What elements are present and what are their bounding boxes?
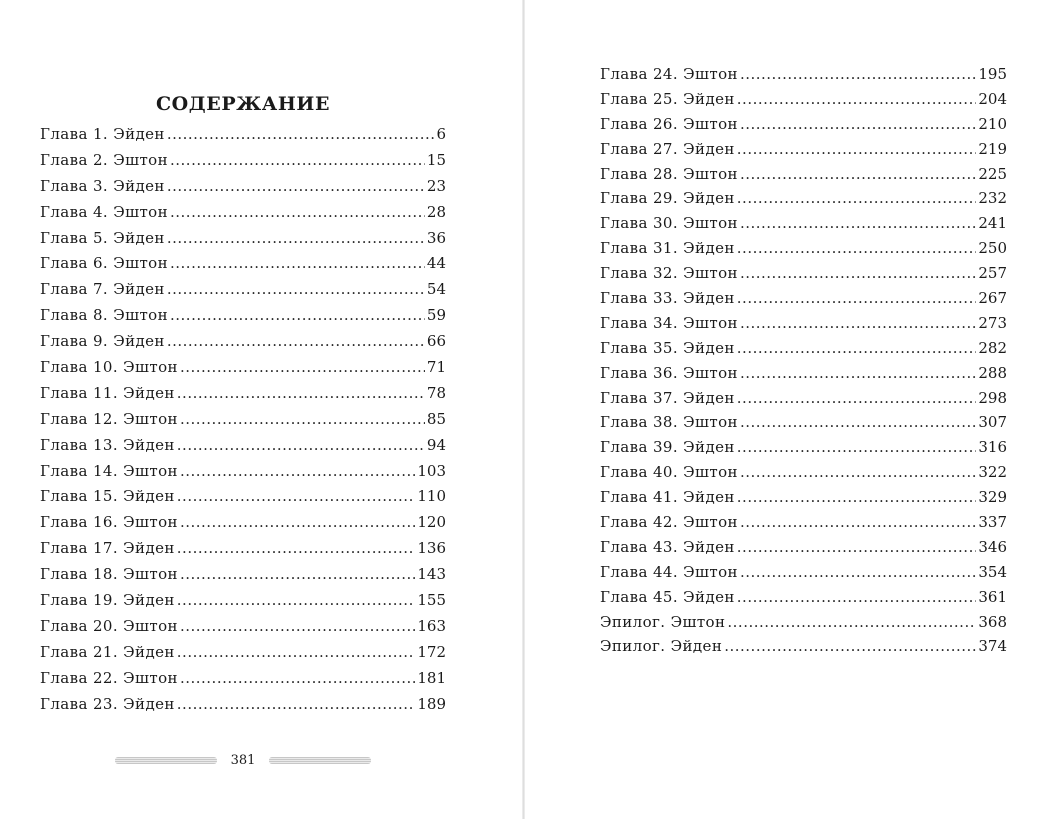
dot-leader: [740, 565, 976, 580]
dot-leader: [167, 231, 425, 246]
toc-entry: [600, 590, 1007, 615]
dot-leader: [180, 619, 415, 634]
page-ref: 232: [978, 191, 1007, 208]
dot-leader: [724, 639, 976, 654]
chapter-title: Глава 30. Эштон: [600, 216, 738, 233]
chapter-title: Глава 26. Эштон: [600, 116, 738, 133]
page-ref: 322: [978, 465, 1007, 482]
page-ref: 136: [417, 541, 446, 558]
toc-entry: [600, 639, 1007, 664]
page-footer: [112, 750, 374, 770]
toc-entry: [40, 127, 446, 153]
toc-entry: [600, 440, 1007, 465]
page-ref: 103: [417, 463, 446, 480]
dot-leader: [737, 391, 977, 406]
toc-entry: [40, 334, 446, 360]
toc-entry: [40, 205, 446, 231]
page-ref: 337: [978, 515, 1007, 532]
page-ref: 44: [426, 256, 446, 273]
page-ref: 288: [978, 365, 1007, 382]
dot-leader: [180, 567, 415, 582]
toc-entry: [40, 360, 446, 386]
dot-leader: [167, 282, 425, 297]
page-number: 381: [230, 752, 256, 768]
left-page: [0, 0, 523, 819]
chapter-title: Глава 40. Эштон: [600, 465, 738, 482]
page-ref: 78: [426, 385, 446, 402]
toc-entry: [600, 415, 1007, 440]
toc-entry: [600, 341, 1007, 366]
dot-leader: [740, 67, 976, 82]
dot-leader: [740, 515, 976, 530]
toc-entry: [600, 142, 1007, 167]
page-ref: 361: [978, 589, 1007, 606]
dot-leader: [737, 341, 977, 356]
page-ref: 329: [978, 490, 1007, 507]
dot-leader: [740, 216, 976, 231]
dot-leader: [177, 593, 416, 608]
toc-entry: [40, 593, 446, 619]
page-ref: 298: [978, 390, 1007, 407]
toc-entry: [600, 241, 1007, 266]
chapter-title: Глава 10. Эштон: [40, 360, 178, 377]
toc-list-right: [600, 67, 1007, 664]
dot-leader: [737, 142, 977, 157]
toc-entry: [600, 117, 1007, 142]
dot-leader: [177, 541, 416, 556]
dot-leader: [740, 266, 976, 281]
dot-leader: [180, 412, 425, 427]
page-ref: 163: [417, 618, 446, 635]
page-ref: 6: [436, 127, 446, 143]
dot-leader: [177, 489, 416, 504]
chapter-title: Глава 33. Эйден: [600, 291, 735, 308]
toc-entry: [600, 540, 1007, 565]
toc-entry: [40, 515, 446, 541]
toc-entry: [40, 282, 446, 308]
toc-entry: [40, 386, 446, 412]
dot-leader: [180, 515, 415, 530]
page-ref: 316: [978, 440, 1007, 457]
chapter-title: Глава 38. Эштон: [600, 415, 738, 432]
dot-leader: [737, 291, 977, 306]
toc-entry: [40, 671, 446, 697]
toc-entry: [40, 619, 446, 645]
page-ref: 257: [978, 266, 1007, 283]
chapter-title: Глава 3. Эйден: [40, 178, 165, 195]
toc-entry: [40, 645, 446, 671]
chapter-title: Глава 13. Эйден: [40, 437, 175, 454]
dot-leader: [737, 590, 977, 605]
toc-entry: [600, 391, 1007, 416]
dot-leader: [180, 360, 425, 375]
page-ref: 155: [417, 593, 446, 610]
chapter-title: Глава 34. Эштон: [600, 315, 738, 332]
dot-leader: [740, 117, 976, 132]
toc-list-left: [40, 127, 446, 722]
page-ref: 28: [426, 204, 446, 221]
folio-rule-right: [269, 757, 371, 764]
page-title: СОДЕРЖАНИЕ: [155, 93, 331, 115]
dot-leader: [170, 256, 425, 271]
page-ref: 110: [417, 489, 446, 506]
dot-leader: [180, 671, 415, 686]
dot-leader: [737, 191, 977, 206]
dot-leader: [740, 316, 976, 331]
page-ref: 189: [417, 696, 446, 713]
chapter-title: Глава 5. Эйден: [40, 230, 165, 247]
chapter-title: Глава 32. Эштон: [600, 266, 738, 283]
chapter-title: Глава 42. Эштон: [600, 515, 738, 532]
chapter-title: Глава 36. Эштон: [600, 365, 738, 382]
chapter-title: Глава 35. Эйден: [600, 340, 735, 357]
page-ref: 210: [978, 116, 1007, 133]
toc-entry: [600, 565, 1007, 590]
chapter-title: Глава 19. Эйден: [40, 593, 175, 610]
page-ref: 181: [417, 670, 446, 687]
chapter-title: Глава 18. Эштон: [40, 567, 178, 584]
page-ref: 273: [978, 315, 1007, 332]
toc-entry: [600, 366, 1007, 391]
page-ref: 172: [417, 644, 446, 661]
toc-entry: [40, 438, 446, 464]
chapter-title: Глава 14. Эштон: [40, 463, 178, 480]
page-ref: 225: [978, 166, 1007, 183]
toc-entry: [40, 697, 446, 723]
chapter-title: Глава 11. Эйден: [40, 385, 175, 402]
chapter-title: Глава 16. Эштон: [40, 515, 178, 532]
toc-entry: [600, 615, 1007, 640]
page-ref: 354: [978, 564, 1007, 581]
toc-entry: [40, 231, 446, 257]
chapter-title: Глава 2. Эштон: [40, 152, 168, 169]
page-ref: 23: [426, 178, 446, 195]
page-ref: 15: [426, 152, 446, 169]
toc-entry: [600, 490, 1007, 515]
page-ref: 307: [978, 415, 1007, 432]
chapter-title: Глава 21. Эйден: [40, 644, 175, 661]
dot-leader: [167, 179, 425, 194]
dot-leader: [177, 386, 425, 401]
chapter-title: Глава 9. Эйден: [40, 334, 165, 351]
chapter-title: Глава 28. Эштон: [600, 166, 738, 183]
dot-leader: [170, 205, 425, 220]
dot-leader: [167, 334, 425, 349]
dot-leader: [737, 440, 977, 455]
page-ref: 94: [426, 437, 446, 454]
page-ref: 66: [426, 334, 446, 351]
page-ref: 195: [978, 67, 1007, 83]
page-ref: 374: [978, 639, 1007, 656]
chapter-title: Глава 17. Эйден: [40, 541, 175, 558]
chapter-title: Глава 24. Эштон: [600, 67, 738, 83]
toc-entry: [600, 515, 1007, 540]
chapter-title: Эпилог. Эштон: [600, 614, 726, 631]
toc-entry: [600, 465, 1007, 490]
dot-leader: [170, 153, 425, 168]
page-ref: 120: [417, 515, 446, 532]
toc-entry: [40, 489, 446, 515]
chapter-title: Глава 31. Эйден: [600, 241, 735, 258]
toc-entry: [600, 291, 1007, 316]
chapter-title: Глава 4. Эштон: [40, 204, 168, 221]
dot-leader: [740, 465, 976, 480]
chapter-title: Глава 12. Эштон: [40, 411, 178, 428]
dot-leader: [177, 697, 416, 712]
toc-entry: [600, 67, 1007, 92]
page-ref: 71: [426, 360, 446, 377]
chapter-title: Глава 45. Эйден: [600, 589, 735, 606]
right-page: [525, 0, 1057, 819]
page-ref: 204: [978, 91, 1007, 108]
chapter-title: Глава 8. Эштон: [40, 308, 168, 325]
dot-leader: [177, 645, 416, 660]
chapter-title: Глава 27. Эйден: [600, 141, 735, 158]
dot-leader: [737, 92, 977, 107]
page-ref: 267: [978, 291, 1007, 308]
dot-leader: [170, 308, 425, 323]
chapter-title: Глава 39. Эйден: [600, 440, 735, 457]
dot-leader: [740, 415, 976, 430]
toc-entry: [40, 567, 446, 593]
toc-entry: [600, 92, 1007, 117]
toc-entry: [600, 191, 1007, 216]
page-ref: 368: [978, 614, 1007, 631]
dot-leader: [180, 464, 415, 479]
page-ref: 282: [978, 340, 1007, 357]
page-ref: 54: [426, 282, 446, 299]
chapter-title: Глава 22. Эштон: [40, 670, 178, 687]
chapter-title: Глава 29. Эйден: [600, 191, 735, 208]
chapter-title: Глава 25. Эйден: [600, 91, 735, 108]
chapter-title: Глава 7. Эйден: [40, 282, 165, 299]
chapter-title: Глава 44. Эштон: [600, 564, 738, 581]
page-ref: 241: [978, 216, 1007, 233]
dot-leader: [727, 615, 976, 630]
toc-entry: [40, 464, 446, 490]
toc-entry: [40, 153, 446, 179]
dot-leader: [167, 127, 435, 142]
page-ref: 219: [978, 141, 1007, 158]
toc-entry: [40, 541, 446, 567]
chapter-title: Глава 15. Эйден: [40, 489, 175, 506]
chapter-title: Глава 20. Эштон: [40, 618, 178, 635]
chapter-title: Эпилог. Эйден: [600, 639, 723, 656]
chapter-title: Глава 23. Эйден: [40, 696, 175, 713]
toc-entry: [600, 167, 1007, 192]
dot-leader: [737, 540, 977, 555]
dot-leader: [737, 241, 977, 256]
page-ref: 59: [426, 308, 446, 325]
toc-entry: [40, 179, 446, 205]
page-ref: 85: [426, 411, 446, 428]
toc-entry: [40, 412, 446, 438]
chapter-title: Глава 1. Эйден: [40, 127, 165, 143]
toc-entry: [600, 266, 1007, 291]
page-ref: 346: [978, 539, 1007, 556]
page-ref: 143: [417, 567, 446, 584]
page-ref: 250: [978, 241, 1007, 258]
dot-leader: [737, 490, 977, 505]
toc-entry: [40, 256, 446, 282]
dot-leader: [740, 167, 976, 182]
chapter-title: Глава 37. Эйден: [600, 390, 735, 407]
page-ref: 36: [426, 230, 446, 247]
toc-entry: [40, 308, 446, 334]
dot-leader: [177, 438, 425, 453]
toc-entry: [600, 216, 1007, 241]
chapter-title: Глава 43. Эйден: [600, 539, 735, 556]
dot-leader: [740, 366, 976, 381]
toc-entry: [600, 316, 1007, 341]
folio-rule-left: [115, 757, 217, 764]
chapter-title: Глава 41. Эйден: [600, 490, 735, 507]
chapter-title: Глава 6. Эштон: [40, 256, 168, 273]
